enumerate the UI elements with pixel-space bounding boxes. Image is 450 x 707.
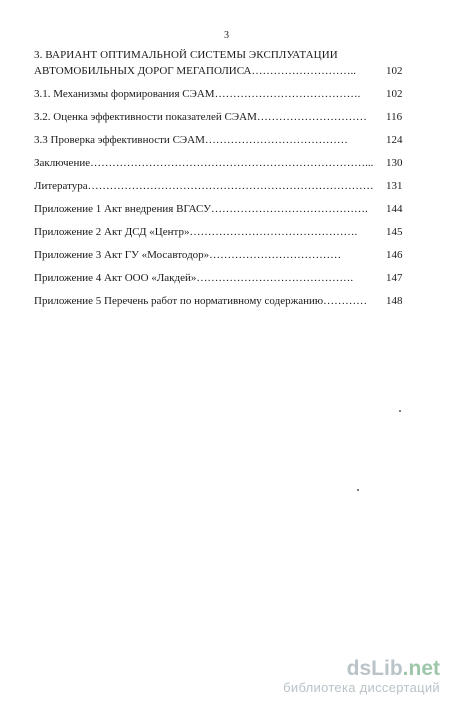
watermark-logo-suffix: .net xyxy=(402,657,440,680)
toc-entry-label: 3.1. Механизмы формирования СЭАМ…………………………………. xyxy=(34,88,361,100)
toc-entry-label: Литература…………………………………………………………………… xyxy=(34,180,374,192)
toc-entry-page: 102 xyxy=(386,65,403,77)
watermark-logo-main: dsLib xyxy=(346,657,403,680)
toc-entry-page: 130 xyxy=(386,157,403,169)
page-number: 3 xyxy=(224,30,229,41)
watermark-tagline: библиотека диссертаций xyxy=(283,680,440,695)
toc-entry-page: 148 xyxy=(386,295,403,307)
toc-entry-label: Приложение 5 Перечень работ по нормативному содержанию………… xyxy=(34,295,368,307)
toc-entry-label: 3.2. Оценка эффективности показателей СЭАМ………………………… xyxy=(34,111,367,123)
toc-entry xyxy=(34,63,412,79)
toc-entry xyxy=(34,132,412,148)
scan-speck xyxy=(357,489,359,491)
toc-entry-page: 102 xyxy=(386,88,403,100)
toc-entry-page: 144 xyxy=(386,203,403,215)
toc-entry xyxy=(34,86,412,102)
toc-entry-label: Заключение…………………………………………………………………... xyxy=(34,157,374,169)
scan-speck xyxy=(399,410,401,412)
toc-entry xyxy=(34,293,412,309)
toc-entry xyxy=(34,270,412,286)
toc-entry-page: 147 xyxy=(386,272,403,284)
toc-entry xyxy=(34,155,412,171)
toc-entry-page: 145 xyxy=(386,226,403,238)
toc-entry xyxy=(34,224,412,240)
toc-entry xyxy=(34,201,412,217)
toc-entry-page: 116 xyxy=(386,111,403,123)
toc-entry-label: АВТОМОБИЛЬНЫХ ДОРОГ МЕГАПОЛИСА……………………….. xyxy=(34,65,356,77)
toc-entry xyxy=(34,109,412,125)
toc-entry-label: 3.3 Проверка эффективности СЭАМ………………………………… xyxy=(34,134,348,146)
section-heading: 3. ВАРИАНТ ОПТИМАЛЬНОЙ СИСТЕМЫ ЭКСПЛУАТАЦИИ xyxy=(34,49,338,61)
toc-entry-page: 146 xyxy=(386,249,403,261)
toc-entry xyxy=(34,178,412,194)
watermark xyxy=(283,658,440,695)
table-of-contents xyxy=(34,47,412,309)
toc-entry-label: Приложение 3 Акт ГУ «Мосавтодор»……………………………… xyxy=(34,249,342,261)
toc-entry-page: 124 xyxy=(386,134,403,146)
toc-entry-page: 131 xyxy=(386,180,403,192)
toc-entry xyxy=(34,247,412,263)
toc-entry-label: Приложение 1 Акт внедрения ВГАСУ……………………………………. xyxy=(34,203,368,215)
watermark-logo xyxy=(283,658,440,680)
toc-entry-label: Приложение 4 Акт ООО «Лакдей»……………………………………. xyxy=(34,272,354,284)
toc-entry-label: Приложение 2 Акт ДСД «Центр»………………………………………. xyxy=(34,226,358,238)
